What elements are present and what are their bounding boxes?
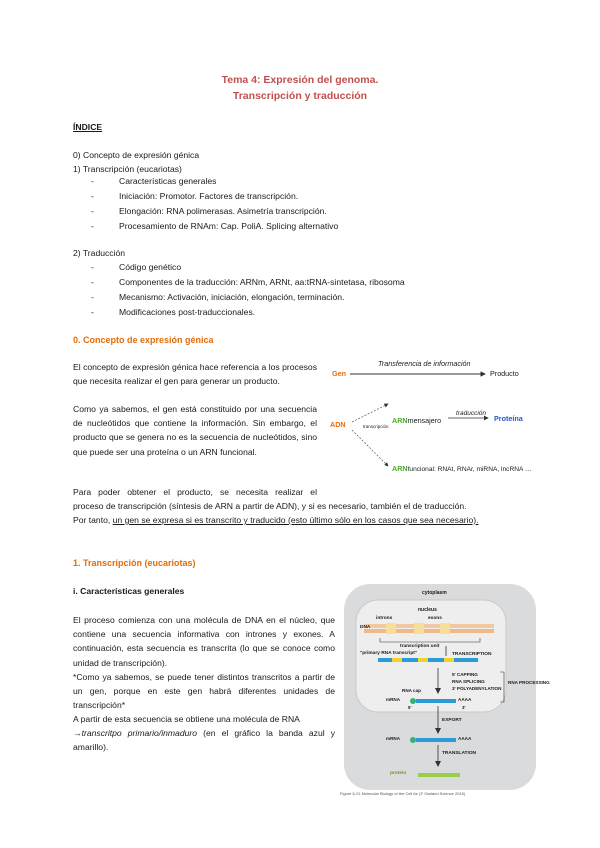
- transcription-label: transcripción: [363, 424, 389, 429]
- nucleus-label: nucleus: [418, 607, 437, 613]
- cytoplasm-label: cytoplasm: [422, 590, 447, 596]
- splicing-step-label: RNA SPLICING: [452, 679, 485, 684]
- document-title-line2: Transcripción y traducción: [232, 90, 368, 102]
- transcription-figure: [340, 580, 550, 800]
- introns-label: introns: [376, 616, 393, 621]
- dna-strand-label: DNA: [360, 625, 371, 630]
- section-1-paragraph-1: El proceso comienza con una molécula de DNA en el núcleo, que contiene una secuencia informativa con intrones y exones. A continuación, esta secuencia es transcrita (lo que se conoce como unidad de transcripción).: [73, 615, 335, 668]
- rna-cap-label: RNA cap: [402, 688, 421, 693]
- gene-expression-definition: un gen se expresa si es transcrito y traducido (esto último sólo en los casos que sea necesario).: [112, 515, 479, 525]
- index-section-0: 0) Concepto de expresión génica: [73, 150, 200, 160]
- index-heading: ÍNDICE: [73, 122, 103, 132]
- polya-tail-cytoplasm-label: AAAA: [458, 736, 472, 741]
- section-0-paragraph-3-line-3: Por tanto, un gen se expresa si es transcrito y traducido (esto último sólo en los casos que sea necesario).: [73, 515, 479, 525]
- protein-label: Proteína: [494, 414, 523, 423]
- section-0-paragraph-3-line-1: Para poder obtener el producto, se necesita realizar el: [73, 487, 317, 497]
- five-prime-label: 5': [408, 705, 412, 710]
- translation-step-label: TRANSLATION: [442, 751, 477, 756]
- transcription-figure-graphic: [340, 580, 540, 800]
- three-prime-label: 3': [462, 705, 466, 710]
- transcription-unit-label: transcription unit: [400, 644, 440, 649]
- translation-label: traducción: [456, 410, 486, 417]
- section-1-heading: 1. Transcripción (eucariotas): [73, 558, 196, 568]
- capping-step-label: 5' CAPPING: [452, 672, 478, 677]
- product-label: Producto: [490, 369, 519, 378]
- section-0-paragraph-3-line-2: proceso de transcripción (síntesis de ARN a partir de ADN), y si es necesario, también el de traducción.: [73, 501, 467, 511]
- functional-rna-label: ARNfuncional: RNAt, RNAr, miRNA, lncRNA …: [392, 464, 532, 473]
- export-step-label: EXPORT: [442, 718, 462, 723]
- polyadenylation-step-label: 3' POLYADENYLATION: [452, 686, 502, 691]
- section-1-paragraph-3-line-2: →transcritpo primario/inmaduro (en el gráfico la banda azul y amarillo).: [73, 728, 335, 753]
- mrna-nucleus-label: mRNA: [386, 697, 401, 702]
- section-1-paragraph-2: *Como ya sabemos, se puede tener distintos transcritos a partir de un gen, porque en este gen habrá diferentes unidades de transcripción*: [73, 672, 335, 711]
- gene-label: Gen: [332, 369, 346, 378]
- primary-transcript-label: "primary RNA transcript": [360, 651, 418, 656]
- messenger-rna-label: ARNmensajero: [392, 416, 442, 425]
- section-0-heading: 0. Concepto de expresión génica: [73, 335, 214, 345]
- protein-product-label: protein: [390, 771, 407, 776]
- section-1-subheading: i. Características generales: [73, 586, 185, 596]
- dna-label: ADN: [330, 420, 346, 429]
- exons-label: exons: [428, 616, 442, 621]
- section-1-paragraph-3-line-1: A partir de esta secuencia se obtiene una molécula de RNA: [73, 714, 300, 724]
- gene-expression-diagram: [330, 358, 550, 483]
- figure-caption: Figure 6-21 Molecular Biology of the Cell 6e (© Garland Science 2015): [340, 791, 466, 796]
- section-0-paragraph-2: Como ya sabemos, el gen está constituido por una secuencia de nucleótidos que contiene la información. Sin embargo, el producto que se genera no es la secuencia de nucleótidos, sino que puede ser una proteína o un ARN funcional.: [73, 404, 317, 457]
- index-section-2: 2) Traducción: [73, 248, 126, 258]
- section-0-paragraph-1: El concepto de expresión génica hace referencia a los procesos que necesita realizar el gen para generar un producto.: [73, 362, 317, 387]
- mrna-cytoplasm-label: mRNA: [386, 736, 401, 741]
- index-section-1: 1) Transcripción (eucariotas): [73, 164, 182, 174]
- transcription-step-label: TRANSCRIPTION: [452, 652, 492, 657]
- rna-processing-label: RNA PROCESSING: [508, 680, 550, 685]
- information-transfer-label: Transferencia de información: [378, 359, 471, 368]
- document-title-line1: Tema 4: Expresión del genoma.: [221, 74, 379, 86]
- polya-tail-label: AAAA: [458, 697, 472, 702]
